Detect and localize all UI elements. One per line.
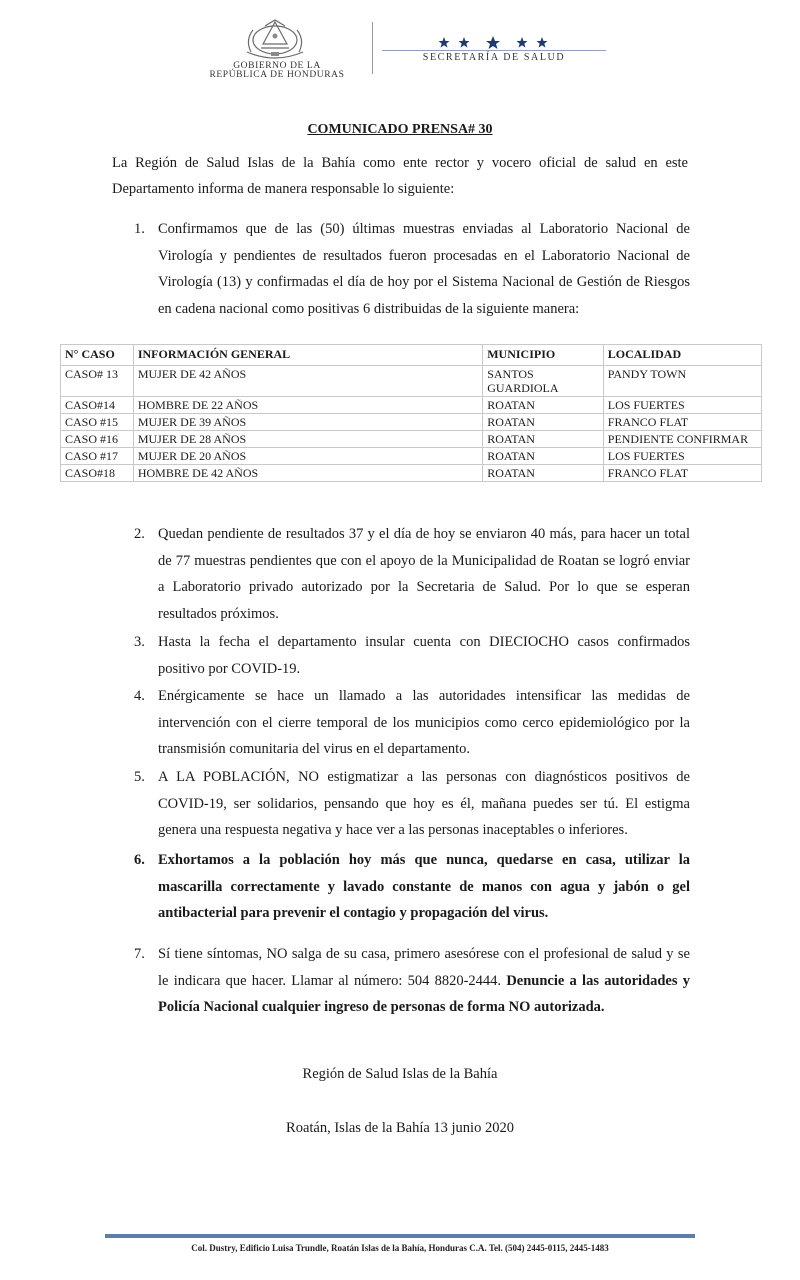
item-text [158,941,690,1021]
footer-rule [105,1234,695,1238]
col-header-localidad: LOCALIDAD [603,345,761,366]
cell-info: MUJER DE 20 AÑOS [133,448,482,465]
list-item-6 [134,847,690,927]
cell-municipio: ROATAN [483,397,604,414]
gov-line-2: REPÚBLICA DE HONDURAS [209,70,345,80]
cell-caso: CASO #16 [61,431,134,448]
place-date: Roatán, Islas de la Bahía 13 junio 2020 [286,1120,514,1136]
cell-localidad: FRANCO FLAT [603,414,761,431]
cell-caso: CASO #15 [61,414,134,431]
intro-paragraph: La Región de Salud Islas de la Bahía como ente rector y vocero oficial de salud en este Departamento informa de manera responsable lo siguiente: [112,155,688,197]
item-text: Exhortamos a la población hoy más que nunca, quedarse en casa, utilizar la mascarilla correctamente y lavado constante de manos con agua y jabón o gel antibacterial para prevenir el contagio y propagación del virus. [158,852,690,921]
cell-caso: CASO# 13 [61,366,134,397]
col-header-caso: N° CASO [61,345,134,366]
table-row [61,465,762,482]
cell-info: HOMBRE DE 22 AÑOS [133,397,482,414]
item-number: 6. [134,852,145,868]
item-text-bold: Denuncie a las autoridades y Policía Nacional cualquier ingreso de personas de forma NO autorizada. [158,972,690,1015]
government-name [198,62,356,80]
col-header-municipio: MUNICIPIO [483,345,604,366]
header-divider [372,22,373,74]
item-number: 2. [134,526,145,542]
list-item-5 [134,764,690,844]
cell-municipio: ROATAN [483,448,604,465]
item-text: Confirmamos que de las (50) últimas muestras enviadas al Laboratorio Nacional de Virología y pendientes de resultados fueron procesadas en el Laboratorio Nacional de Virología (13) y confirmadas el día de hoy por el Sistema Nacional de Gestión de Riesgos en cadena nacional como positivas 6 distribuidas de la siguiente manera: [158,221,690,317]
cell-caso: CASO #17 [61,448,134,465]
table-row [61,366,762,397]
table-header-row [61,345,762,366]
table-row [61,397,762,414]
table-row [61,431,762,448]
table-row [61,414,762,431]
cell-municipio: ROATAN [483,465,604,482]
item-text: Enérgicamente se hace un llamado a las autoridades intensificar las medidas de intervención con el cierre temporal de los municipios como cerco epidemiológico por la transmisión comunitaria del virus en el departamento. [158,688,690,757]
list-item-1 [134,216,690,322]
list-item-7 [134,941,690,1021]
cell-localidad: PENDIENTE CONFIRMAR [603,431,761,448]
cell-info: MUJER DE 42 AÑOS [133,366,482,397]
item-number: 7. [134,946,145,962]
footer-address: Col. Dustry, Edificio Luisa Trundle, Roatán Islas de la Bahía, Honduras C.A. Tel. (504) 2445-0115, 2445-1483 [191,1243,609,1253]
item-number: 3. [134,634,145,650]
item-number: 5. [134,769,145,785]
cases-table [60,344,762,482]
cell-municipio: SANTOS GUARDIOLA [483,366,604,397]
letterhead [0,0,800,90]
cell-municipio: ROATAN [483,431,604,448]
cell-municipio: ROATAN [483,414,604,431]
coat-of-arms-icon [235,18,315,64]
cell-info: MUJER DE 28 AÑOS [133,431,482,448]
table-row [61,448,762,465]
item-number: 4. [134,688,145,704]
stars-icon [438,36,548,50]
cell-caso: CASO#18 [61,465,134,482]
cell-localidad: FRANCO FLAT [603,465,761,482]
cell-localidad: PANDY TOWN [603,366,761,397]
document-title: COMUNICADO PRENSA# 30 [307,122,493,137]
secretaria-name: SECRETARÍA DE SALUD [422,52,566,63]
cell-localidad: LOS FUERTES [603,448,761,465]
list-item-2 [134,521,690,627]
signature: Región de Salud Islas de la Bahía [302,1066,498,1082]
gov-line-1: GOBIERNO DE LA [233,61,321,71]
cell-localidad: LOS FUERTES [603,397,761,414]
cell-caso: CASO#14 [61,397,134,414]
item-text: Quedan pendiente de resultados 37 y el día de hoy se enviaron 40 más, para hacer un total de 77 muestras pendientes que con el apoyo de la Municipalidad de Roatan se logró enviar a Laboratorio privado autorizado por la Secretaria de Salud. Por lo que se esperan resultados próximos. [158,526,690,622]
item-text-regular: Sí tiene síntomas, NO salga de su casa, primero asesórese con el profesional de salud y se le indicara que hacer. Llamar al número: 504 8820-2444. [158,946,690,989]
item-text: A LA POBLACIÓN, NO estigmatizar a las personas con diagnósticos positivos de COVID-19, ser solidarios, pensando que hoy es él, mañana puedes ser tú. El estigma genera una respuesta negativa y hace ver a las personas inaceptables o inferiores. [158,769,690,838]
cell-info: MUJER DE 39 AÑOS [133,414,482,431]
list-item-3 [134,629,690,682]
cell-info: HOMBRE DE 42 AÑOS [133,465,482,482]
col-header-info: INFORMACIÓN GENERAL [133,345,482,366]
item-number: 1. [134,221,145,237]
list-item-4 [134,683,690,763]
item-text: Hasta la fecha el departamento insular cuenta con DIECIOCHO casos confirmados positivo por COVID-19. [158,634,690,677]
secretaria-rule [382,50,606,51]
